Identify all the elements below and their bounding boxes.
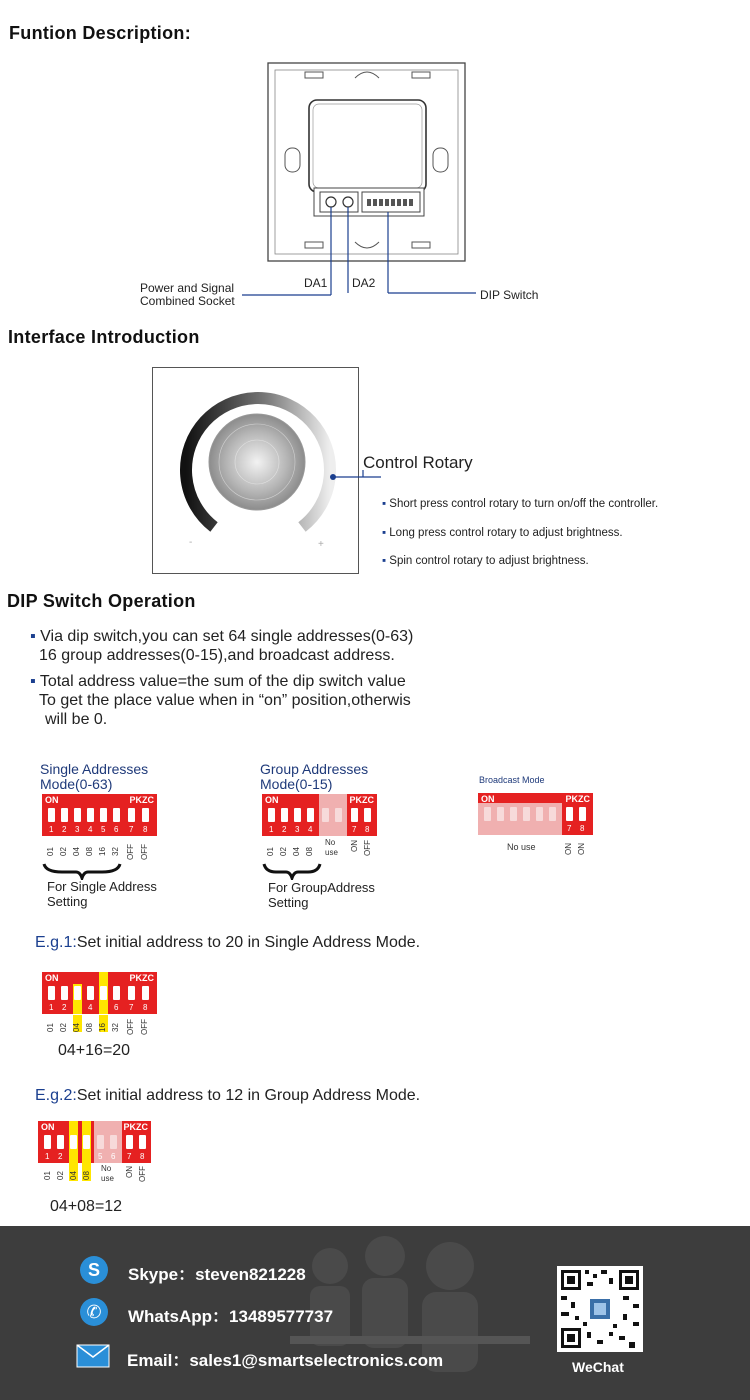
single-label-01: 01 (46, 847, 55, 856)
single-mode-title-1: Single Addresses (40, 761, 149, 777)
eg2-no-use-2: use (101, 1174, 114, 1183)
group-mode-title-2: Mode(0-15) (260, 776, 333, 792)
eg2-label-02: 02 (56, 1171, 65, 1180)
single-caption-1: For Single Address (47, 879, 157, 894)
broadcast-label-on-1: ON (564, 843, 573, 855)
single-brace (42, 862, 122, 880)
eg2-label-04: 04 (69, 1171, 78, 1180)
control-rotary-label: Control Rotary (363, 453, 473, 472)
eg1-label-32: 32 (111, 1023, 120, 1032)
rotary-leader-line (333, 470, 383, 490)
single-label-02: 02 (59, 847, 68, 856)
rotary-bullet-3: ▪ Spin control rotary to adjust brightness. (382, 555, 589, 567)
da1-label: DA1 (304, 276, 328, 290)
group-brace (262, 862, 322, 880)
single-mode-title-2: Mode(0-63) (40, 776, 113, 792)
single-label-04: 04 (72, 847, 81, 856)
eg1-label-02: 02 (59, 1023, 68, 1032)
email-icon (76, 1344, 110, 1368)
group-label-on: ON (350, 840, 359, 852)
dip-bullet-2-cont: To get the place value when in “on” position,otherwis (39, 692, 411, 709)
single-mode-dip-switch: ON PKZC 1 2 3 4 5 6 7 8 (42, 794, 157, 836)
group-no-use-2: use (325, 848, 338, 857)
single-label-08: 08 (85, 847, 94, 856)
group-label-04: 04 (292, 847, 301, 856)
broadcast-no-use: No use (507, 842, 536, 852)
eg1-label-off-1: OFF (126, 1019, 135, 1035)
contact-footer (0, 1226, 750, 1400)
interface-introduction-title: Interface Introduction (8, 327, 200, 347)
group-no-use-1: No (325, 838, 336, 847)
example-1-heading: E.g.1:Set initial address to 20 in Single Address Mode. (35, 934, 421, 951)
example-2-result: 04+08=12 (50, 1198, 123, 1215)
function-description-title: Funtion Description: (9, 23, 191, 43)
group-label-02: 02 (279, 847, 288, 856)
whatsapp-contact[interactable]: WhatsApp：13489577737 (128, 1307, 334, 1326)
group-label-08: 08 (305, 847, 314, 856)
dip-bullet-1-cont: 16 group addresses(0-15),and broadcast address. (39, 647, 395, 664)
eg2-no-use-1: No (101, 1164, 112, 1173)
skype-icon: S (80, 1256, 108, 1284)
dip-bullet-2-cont2: will be 0. (45, 711, 108, 728)
example-1-result: 04+16=20 (58, 1042, 131, 1059)
eg1-label-16: 16 (98, 1023, 107, 1032)
broadcast-mode-dip-switch: ON PKZC 7 8 (478, 793, 593, 835)
rotary-bullet-1: ▪ Short press control rotary to turn on/off the controller. (382, 498, 659, 510)
wechat-label: WeChat (572, 1359, 624, 1375)
eg1-label-01: 01 (46, 1023, 55, 1032)
example-1-dip-switch: ON PKZC 1 2 4 6 7 8 (42, 972, 157, 1014)
example-2-heading: E.g.2:Set initial address to 12 in Group Address Mode. (35, 1087, 421, 1104)
rotary-minus-mark: - (189, 537, 193, 548)
eg2-label-off: OFF (138, 1166, 147, 1182)
dip-switch-label: DIP Switch (480, 288, 539, 302)
eg2-label-08: 08 (82, 1171, 91, 1180)
group-caption-1: For GroupAddress (268, 880, 375, 895)
whatsapp-icon: ✆ (80, 1298, 108, 1326)
skype-contact[interactable]: Skype：steven821228 (128, 1265, 306, 1284)
group-caption-2: Setting (268, 895, 309, 910)
broadcast-mode-title: Broadcast Mode (479, 775, 545, 785)
rotary-plus-mark: + (318, 539, 324, 550)
group-mode-dip-switch: ON PKZC 1 2 3 4 7 8 (262, 794, 377, 836)
email-contact[interactable]: Email：sales1@smartselectronics.com (127, 1351, 444, 1370)
broadcast-label-on-2: ON (577, 843, 586, 855)
eg2-label-on: ON (125, 1166, 134, 1178)
panel-back-diagram (130, 58, 560, 310)
single-label-16: 16 (98, 847, 107, 856)
eg2-label-01: 01 (43, 1171, 52, 1180)
single-label-off-1: OFF (126, 844, 135, 860)
dip-bullet-2: ▪ Total address value=the sum of the dip switch value (30, 673, 406, 690)
group-mode-title-1: Group Addresses (260, 761, 369, 777)
dip-operation-title: DIP Switch Operation (7, 591, 196, 611)
eg1-label-off-2: OFF (140, 1019, 149, 1035)
da2-label: DA2 (352, 276, 376, 290)
wechat-qr-code[interactable] (557, 1266, 643, 1352)
rotary-bullet-2: ▪ Long press control rotary to adjust brightness. (382, 527, 623, 539)
power-socket-label-1: Power and Signal (140, 281, 235, 295)
single-label-off-2: OFF (140, 844, 149, 860)
single-caption-2: Setting (47, 894, 88, 909)
group-label-off: OFF (363, 840, 372, 856)
eg1-label-04: 04 (72, 1023, 81, 1032)
group-label-01: 01 (266, 847, 275, 856)
eg1-label-08: 08 (85, 1023, 94, 1032)
power-socket-label-2: Combined Socket (140, 294, 235, 308)
dip-bullet-1: ▪ Via dip switch,you can set 64 single addresses(0-63) (30, 628, 414, 645)
rotary-panel-image (152, 367, 360, 575)
single-label-32: 32 (111, 847, 120, 856)
example-2-dip-switch: ON PKZC 1 2 5 6 7 8 (38, 1121, 151, 1163)
